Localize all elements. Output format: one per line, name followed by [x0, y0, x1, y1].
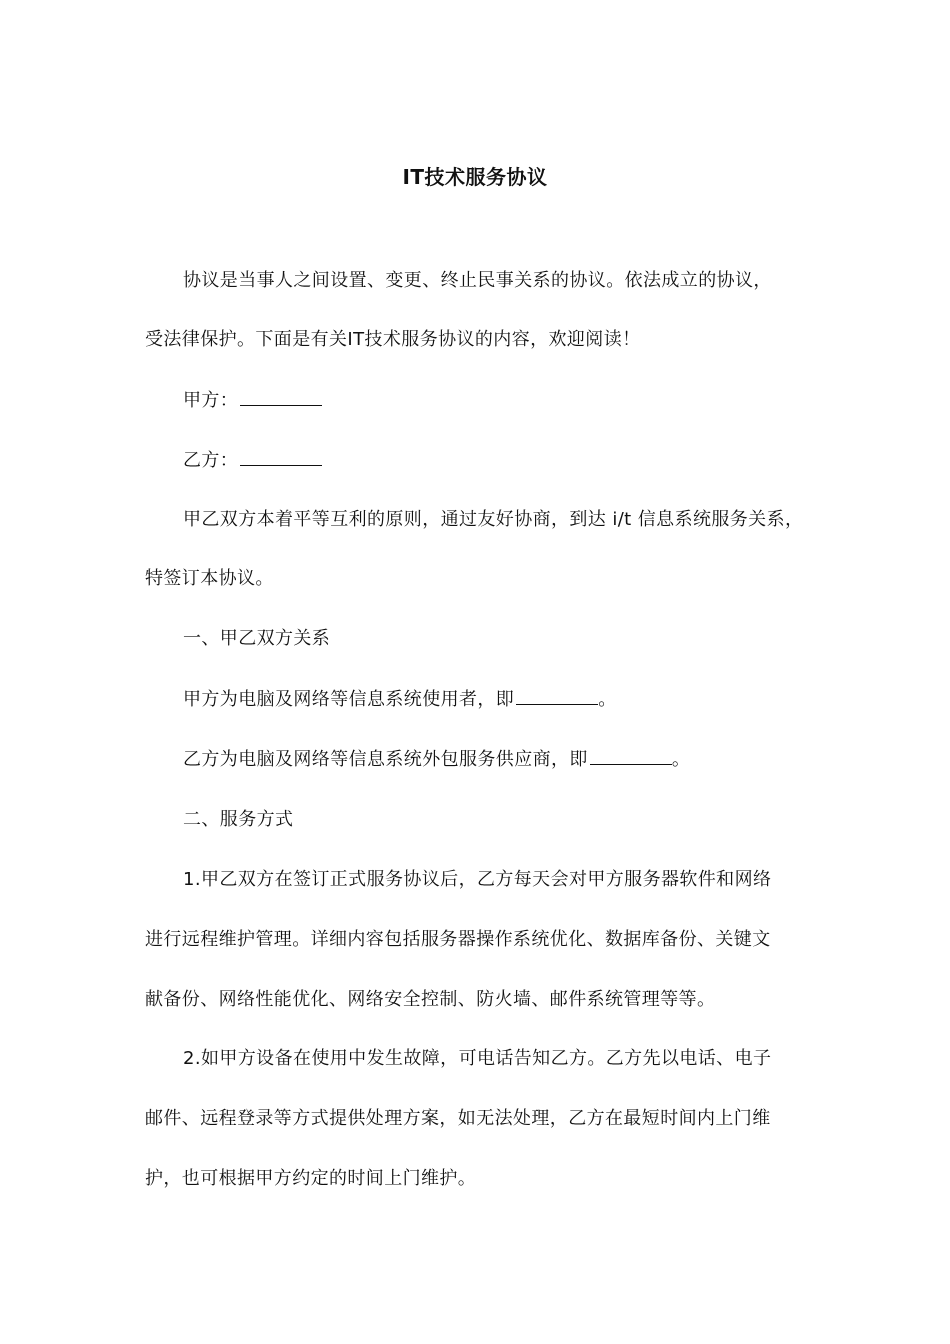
clause-a-text: 甲方为电脑及网络等信息系统使用者，即: [183, 689, 515, 710]
party-b-line: [183, 447, 322, 474]
section2-heading: 二、服务方式: [183, 809, 294, 830]
item1-line-3: 献备份、网络性能优化、网络安全控制、防火墙、邮件系统管理等等。: [145, 989, 716, 1010]
clause-b-text: 乙方为电脑及网络等信息系统外包服务供应商，即: [183, 749, 588, 770]
preamble-line-2: 特签订本协议。: [145, 568, 274, 589]
clause-b-suffix: 。: [671, 749, 691, 770]
party-b-label: 乙方：: [183, 450, 239, 471]
party-a-blank: [240, 387, 322, 406]
document-title: IT技术服务协议: [402, 165, 548, 189]
section1-clause-a: [183, 686, 617, 713]
clause-a-suffix: 。: [598, 689, 617, 710]
clause-b-blank: [590, 746, 672, 765]
item2-line-3: 护，也可根据甲方约定的时间上门维护。: [145, 1168, 477, 1189]
party-a-line: [183, 387, 322, 414]
clause-a-blank: [516, 686, 598, 705]
intro-line-2: 受法律保护。下面是有关IT技术服务协议的内容，欢迎阅读！: [145, 329, 641, 350]
item1-line-1: 1.甲乙双方在签订正式服务协议后，乙方每天会对甲方服务器软件和网络: [183, 869, 772, 890]
party-b-blank: [240, 447, 322, 466]
intro-line-1: 协议是当事人之间设置、变更、终止民事关系的协议。依法成立的协议，: [183, 270, 772, 291]
item2-line-2: 邮件、远程登录等方式提供处理方案，如无法处理，乙方在最短时间内上门维: [145, 1108, 771, 1129]
section1-heading: 一、甲乙双方关系: [183, 628, 331, 649]
party-a-label: 甲方：: [183, 390, 239, 411]
preamble-line-1: 甲乙双方本着平等互利的原则，通过友好协商，到达 i/t 信息系统服务关系，: [183, 509, 804, 530]
item1-line-2: 进行远程维护管理。详细内容包括服务器操作系统优化、数据库备份、关键文: [145, 929, 771, 950]
section1-clause-b: [183, 746, 690, 773]
item2-line-1: 2.如甲方设备在使用中发生故障，可电话告知乙方。乙方先以电话、电子: [183, 1048, 772, 1069]
